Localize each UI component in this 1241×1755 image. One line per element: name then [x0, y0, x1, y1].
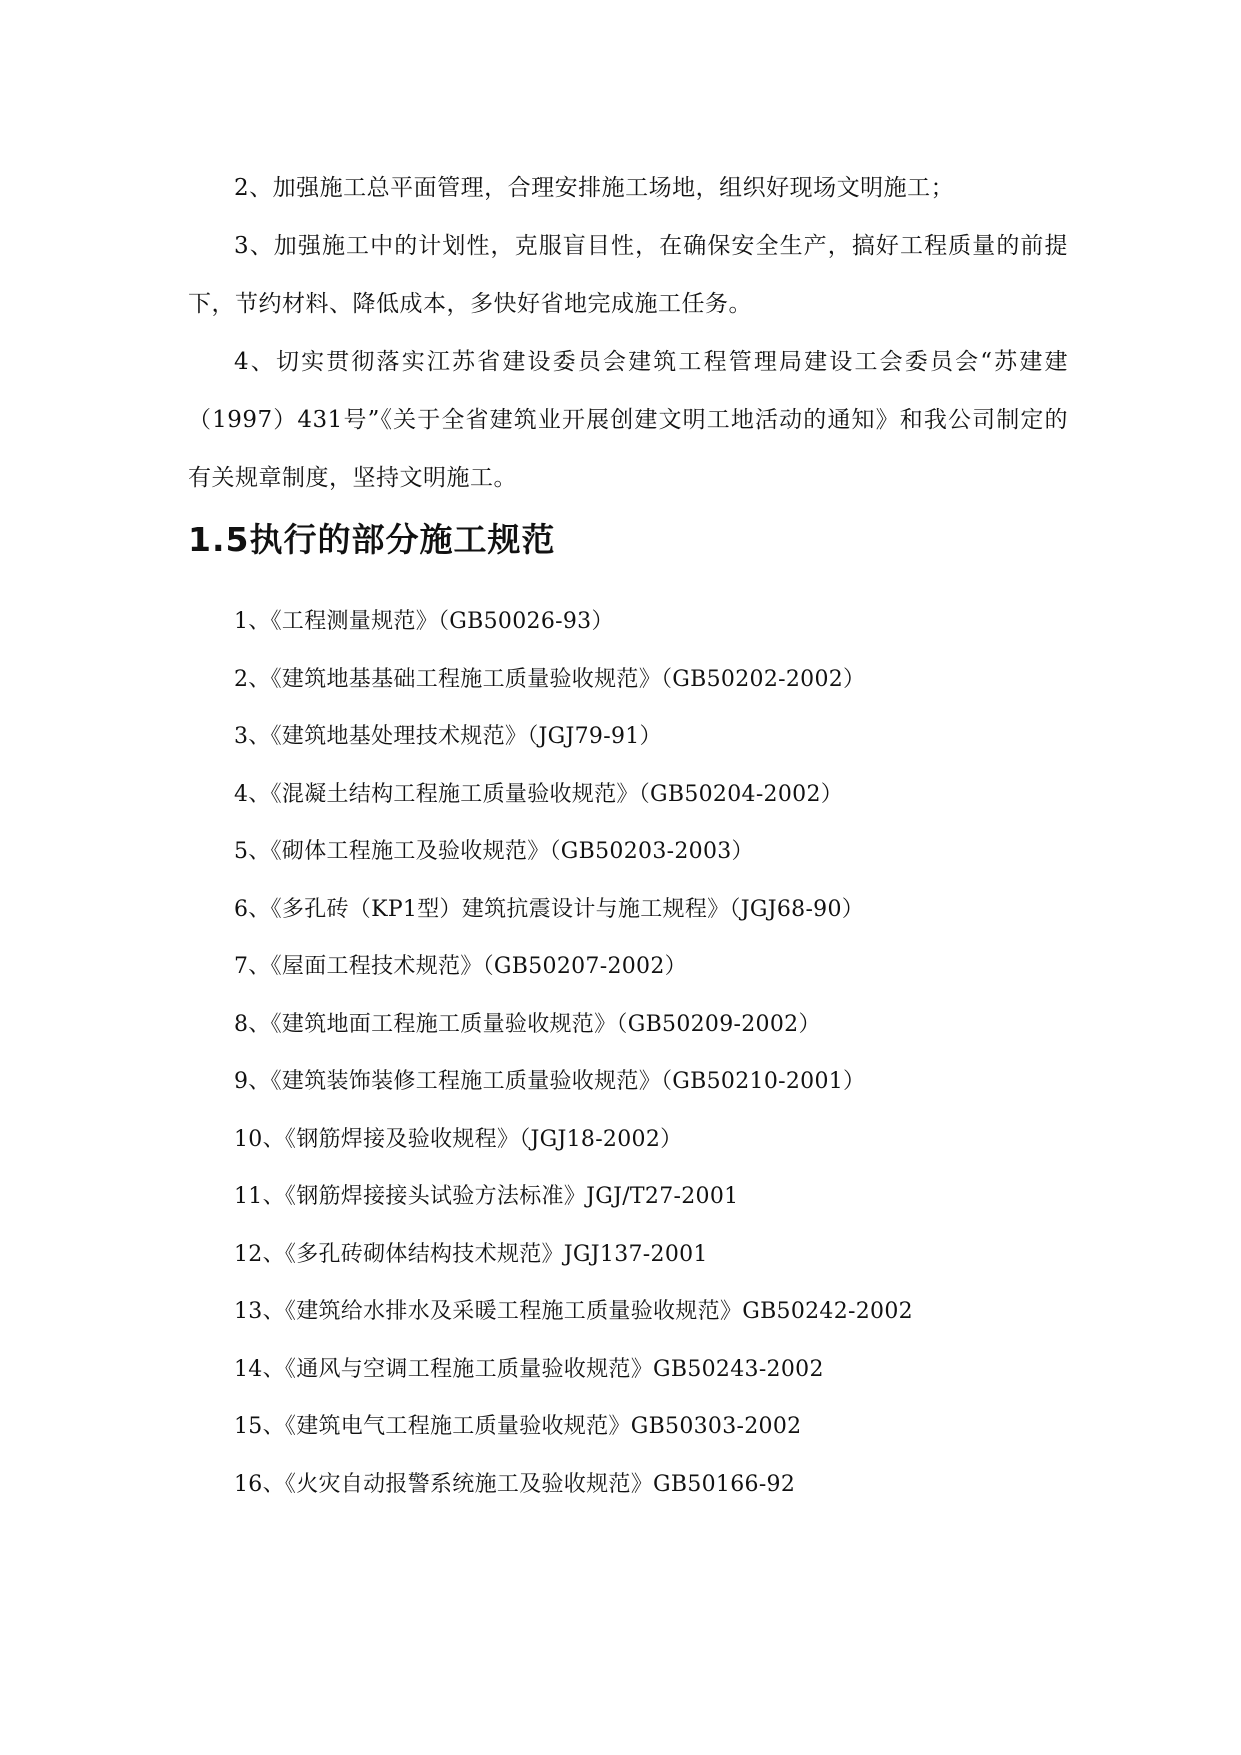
standard-item: 4、《混凝土结构工程施工质量验收规范》（GB50204-2002） — [234, 781, 844, 807]
standard-item: 10、《钢筋焊接及验收规程》（JGJ18-2002） — [234, 1126, 683, 1152]
standard-item: 9、《建筑装饰装修工程施工质量验收规范》（GB50210-2001） — [234, 1069, 866, 1094]
standard-item: 7、《屋面工程技术规范》（GB50207-2002） — [234, 954, 687, 979]
standard-item: 12、《多孔砖砌体结构技术规范》JGJ137-2001 — [234, 1241, 708, 1267]
standard-item: 8、《建筑地面工程施工质量验收规范》（GB50209-2002） — [234, 1011, 821, 1037]
standard-item: 14、《通风与空调工程施工质量验收规范》GB50243-2002 — [234, 1356, 824, 1382]
standard-item: 3、《建筑地基处理技术规范》（JGJ79-91） — [234, 724, 662, 749]
standard-item: 2、《建筑地基基础工程施工质量验收规范》（GB50202-2002） — [234, 666, 866, 692]
paragraph-item-2: 2、加强施工总平面管理，合理安排施工场地，组织好现场文明施工； — [234, 175, 955, 201]
paragraph-item-4: 4、切实贯彻落实江苏省建设委员会建筑工程管理局建设工会委员会“苏建建（1997）431号”《关于全省建筑业开展创建文明工地活动的通知》和我公司制定的有关规章制度，坚持文明施工。 — [188, 349, 1068, 491]
standard-item: 16、《火灾自动报警系统施工及验收规范》GB50166-92 — [234, 1471, 796, 1497]
standard-item: 15、《建筑电气工程施工质量验收规范》GB50303-2002 — [234, 1414, 802, 1439]
section-heading: 1.5执行的部分施工规范 — [188, 520, 556, 559]
standards-list — [234, 593, 1094, 1513]
standard-item: 5、《砌体工程施工及验收规范》（GB50203-2003） — [234, 839, 754, 864]
standard-item: 13、《建筑给水排水及采暖工程施工质量验收规范》GB50242-2002 — [234, 1299, 913, 1324]
standard-item: 6、《多孔砖（KP1型）建筑抗震设计与施工规程》（JGJ68-90） — [234, 896, 865, 922]
standard-item: 1、《工程测量规范》（GB50026-93） — [234, 609, 614, 634]
standard-item: 11、《钢筋焊接接头试验方法标准》JGJ/T27-2001 — [234, 1184, 739, 1209]
paragraph-item-3: 3、加强施工中的计划性，克服盲目性，在确保安全生产，搞好工程质量的前提下，节约材料、降低成本，多快好省地完成施工任务。 — [188, 233, 1068, 317]
